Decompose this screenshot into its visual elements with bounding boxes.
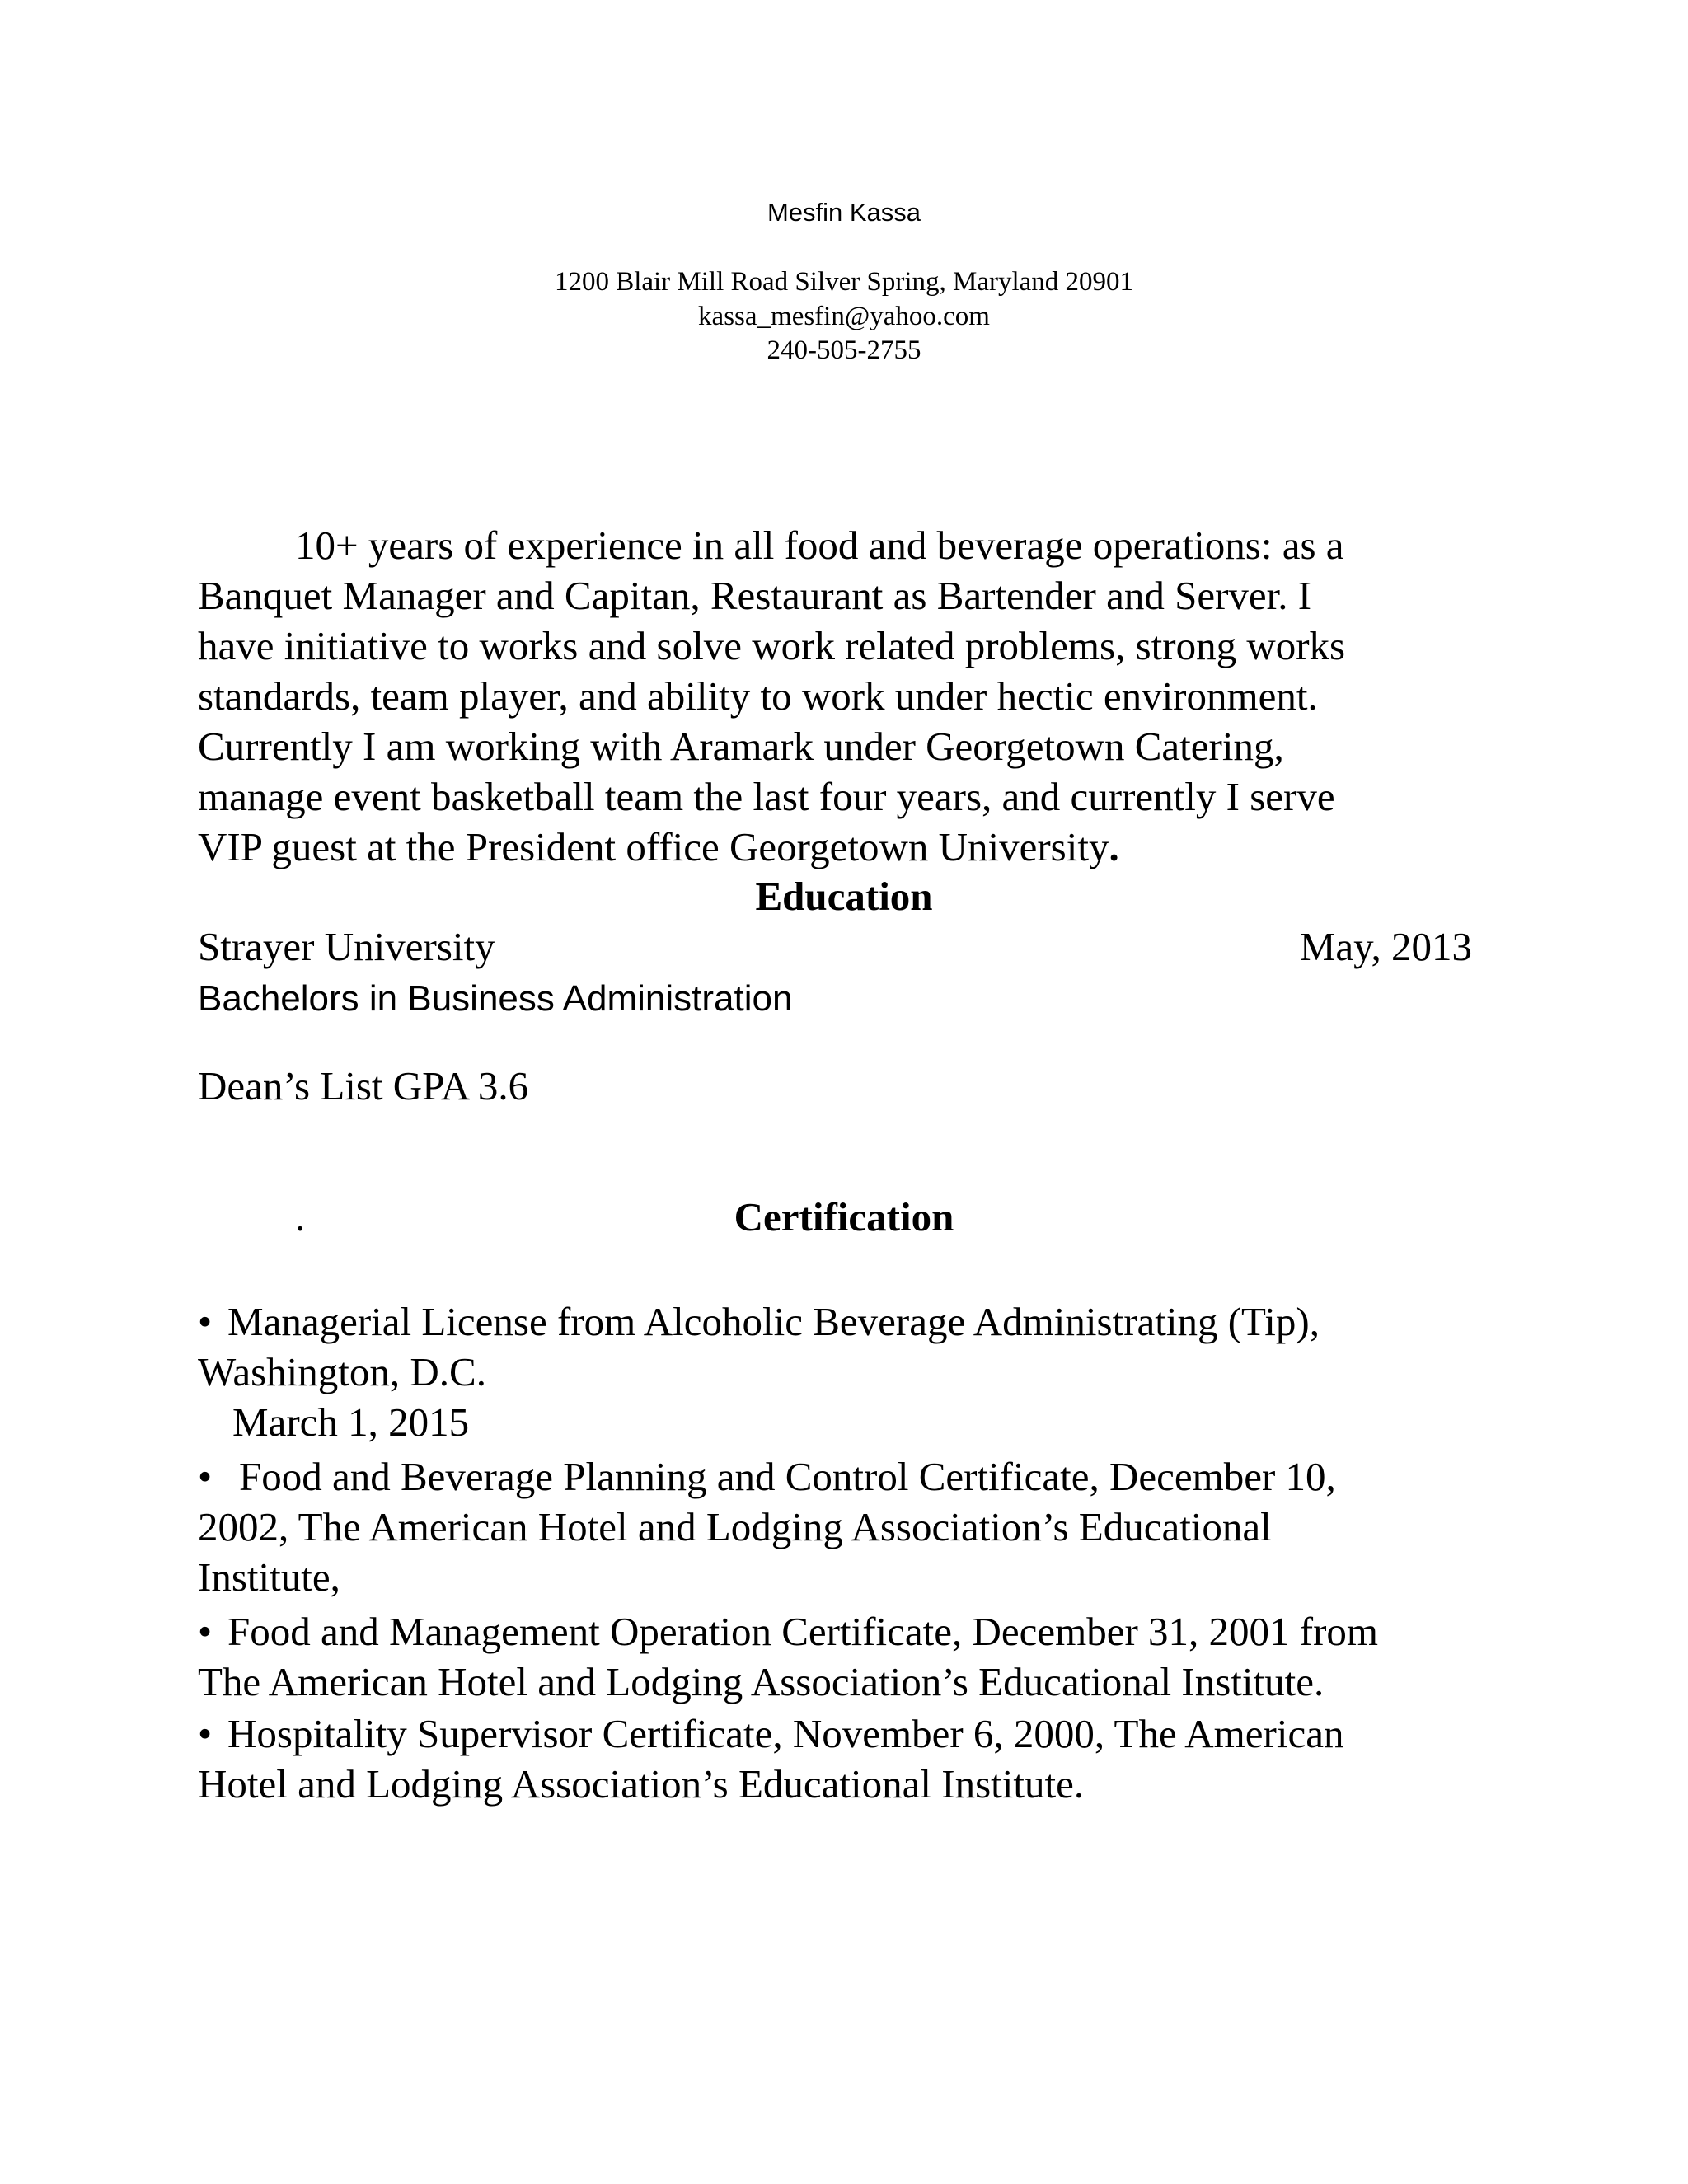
education-school: Strayer University [198,924,495,969]
education-date: May, 2013 [1299,924,1472,969]
bullet-icon: • [198,1299,213,1344]
summary-line-text: VIP guest at the President office Georgetown University [198,824,1109,869]
summary-line: manage event basketball team the last four years, and currently I serve [198,774,1335,819]
bullet-icon: • [198,1609,213,1654]
certification-heading: Certification [734,1194,954,1240]
summary-line: 10+ years of experience in all food and beverage operations: as a [295,523,1344,568]
certification-item-text: Washington, D.C. [198,1349,486,1394]
certification-item-text: 2002, The American Hotel and Lodging Association’s Educational [198,1504,1272,1549]
education-heading: Education [755,874,933,919]
certification-item [198,1607,1378,1657]
summary-line-last [198,823,1119,872]
certification-item-text: March 1, 2015 [232,1399,470,1445]
certification-item-text: Institute, [198,1554,340,1600]
education-honors: Dean’s List GPA 3.6 [198,1063,529,1108]
certification-item-text: Managerial License from Alcoholic Beverage Administrating (Tip), [227,1299,1320,1344]
email: kassa_mesfin@yahoo.com [698,302,990,331]
certification-item [198,1297,1320,1347]
certification-item-text: Food and Beverage Planning and Control Certificate, December 10, [239,1454,1336,1499]
certification-item-text: Hospitality Supervisor Certificate, November 6, 2000, The American [227,1711,1344,1756]
summary-end-mark: . [1109,824,1119,869]
phone: 240-505-2755 [767,335,921,365]
certification-item-text: Food and Management Operation Certificate, December 31, 2001 from [227,1609,1379,1654]
certification-item-text: Hotel and Lodging Association’s Educational Institute. [198,1761,1085,1807]
bullet-icon: • [198,1711,213,1756]
summary-line: Banquet Manager and Capitan, Restaurant as Bartender and Server. I [198,573,1312,618]
certification-item [198,1452,1336,1502]
summary-line: standards, team player, and ability to work under hectic environment. [198,673,1318,719]
certification-dot: . [295,1194,306,1240]
education-degree: Bachelors in Business Administration [198,978,793,1019]
bullet-icon: • [198,1454,213,1499]
certification-item [198,1709,1343,1759]
summary-line: Currently I am working with Aramark under Georgetown Catering, [198,724,1284,769]
summary-line: have initiative to works and solve work related problems, strong works [198,623,1346,668]
candidate-name: Mesfin Kassa [767,198,921,227]
certification-item-text: The American Hotel and Lodging Association’s Educational Institute. [198,1659,1325,1704]
address: 1200 Blair Mill Road Silver Spring, Maryland 20901 [554,267,1134,297]
